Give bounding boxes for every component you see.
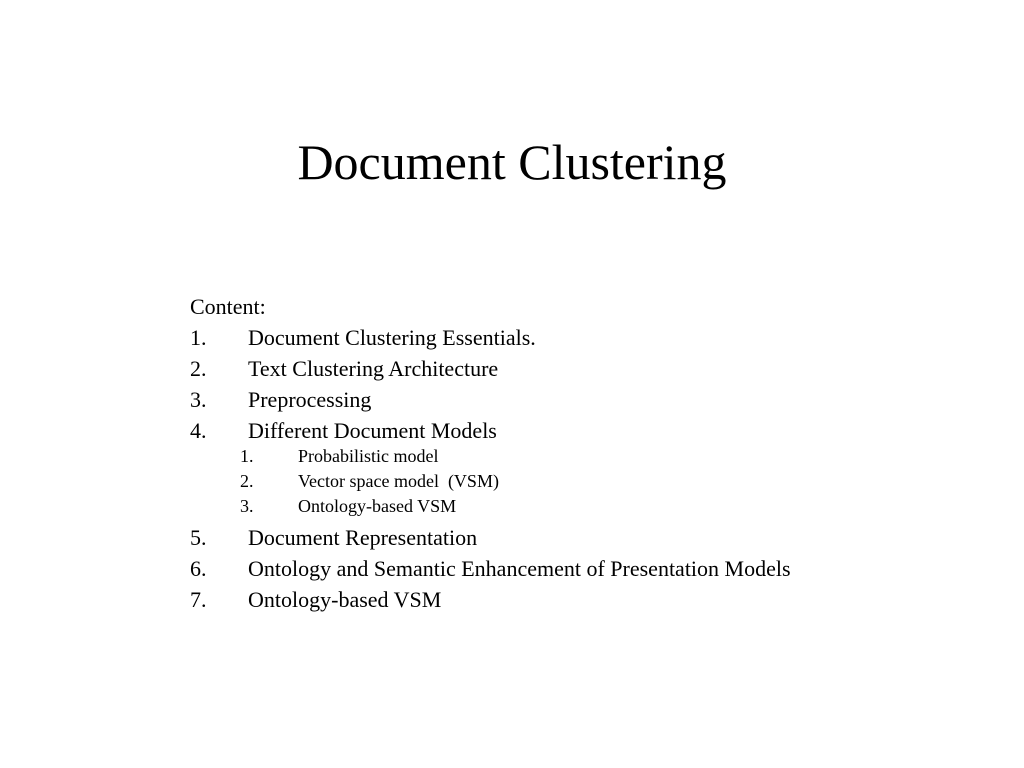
- sub-list-item: [240, 444, 950, 469]
- content-list: [190, 292, 950, 615]
- list-item: [190, 384, 950, 415]
- sub-list-item-number: 1.: [240, 446, 254, 466]
- slide-title: Document Clustering: [297, 134, 727, 190]
- list-item-label: Ontology-based VSM: [248, 587, 442, 612]
- list-item-label: Document Representation: [248, 525, 478, 550]
- list-item: [190, 522, 950, 553]
- list-item-label: Different Document Models: [248, 418, 497, 443]
- list-item: [190, 322, 950, 353]
- list-item-number: 1.: [190, 325, 207, 350]
- sub-list-item-number: 3.: [240, 496, 254, 516]
- list-item-number: 6.: [190, 556, 207, 581]
- list-item-number: 3.: [190, 387, 207, 412]
- sub-list-item-label: Probabilistic model: [298, 446, 439, 466]
- sub-list-item-number: 2.: [240, 471, 254, 491]
- sub-list-item-label: Vector space model (VSM): [298, 471, 499, 491]
- list-item: [190, 415, 950, 446]
- list-item-label: Text Clustering Architecture: [248, 356, 499, 381]
- list-item-number: 2.: [190, 356, 207, 381]
- list-item-number: 5.: [190, 525, 207, 550]
- list-item: [190, 553, 950, 584]
- content-heading: Content:: [190, 294, 266, 319]
- sub-list-item-label: Ontology-based VSM: [298, 496, 457, 516]
- list-item-label: Document Clustering Essentials.: [248, 325, 536, 350]
- list-item-label: Ontology and Semantic Enhancement of Presentation Models: [248, 556, 791, 581]
- list-item: [190, 353, 950, 384]
- list-item: [190, 584, 950, 615]
- sub-list: [190, 444, 950, 519]
- sub-list-item: [240, 494, 950, 519]
- list-item-label: Preprocessing: [248, 387, 372, 412]
- sub-list-item: [240, 469, 950, 494]
- list-item-number: 7.: [190, 587, 207, 612]
- list-item-number: 4.: [190, 418, 207, 443]
